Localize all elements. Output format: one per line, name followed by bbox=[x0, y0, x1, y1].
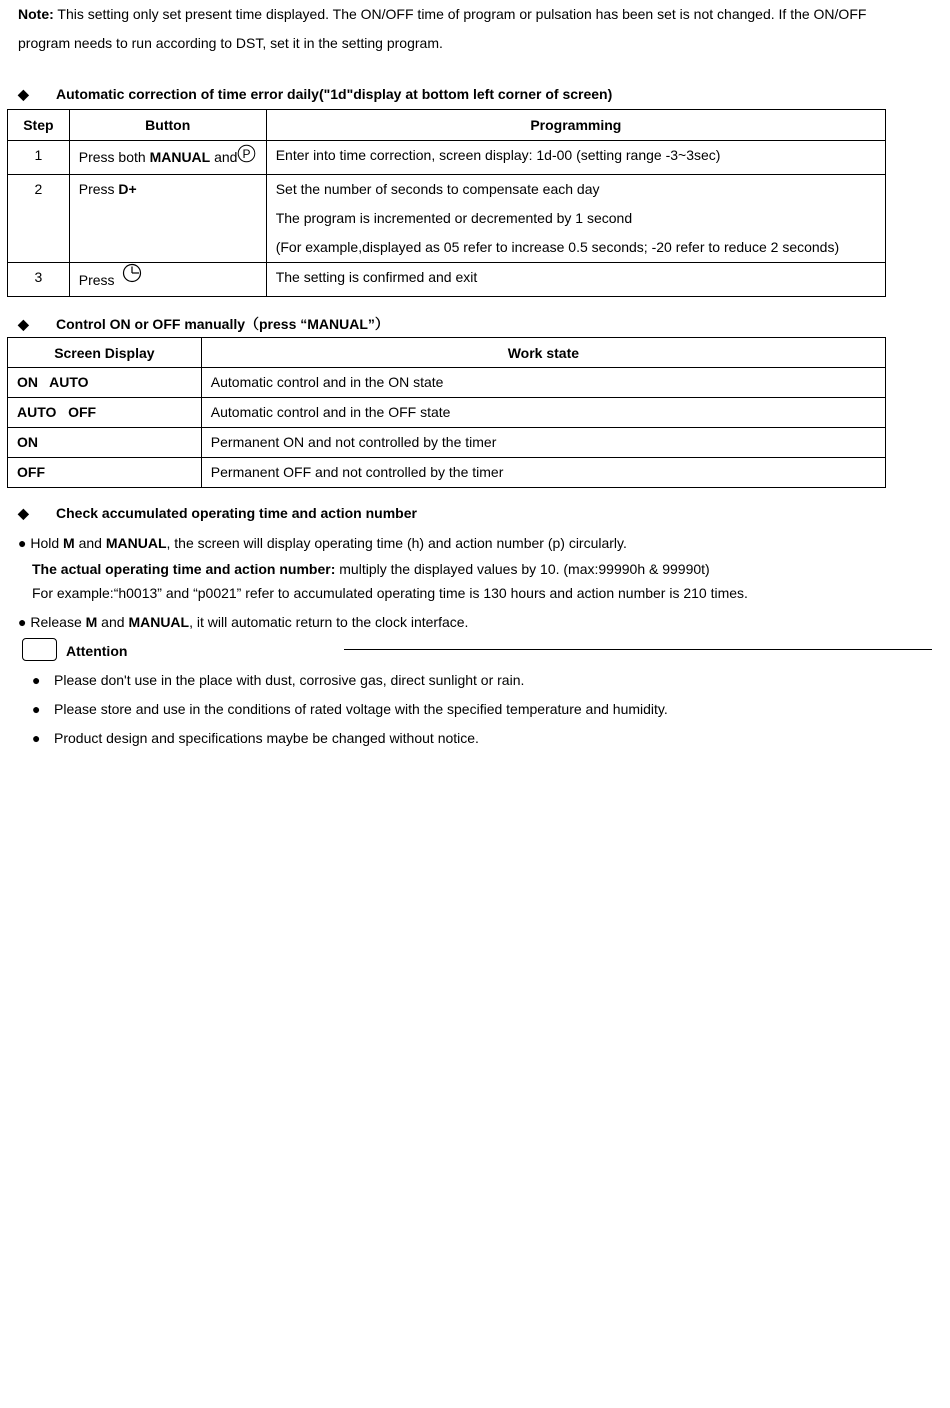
attention-item bbox=[32, 672, 524, 688]
step-cell: 1 bbox=[8, 141, 70, 175]
programming-cell: The setting is confirmed and exit bbox=[266, 263, 885, 297]
section-heading-manual-control bbox=[18, 314, 389, 334]
button-cell bbox=[69, 263, 266, 297]
manual-control-table bbox=[7, 337, 886, 488]
note-text-2: program needs to run according to DST, set it in the setting program. bbox=[18, 35, 443, 51]
header-step: Step bbox=[8, 110, 70, 141]
button-cell bbox=[69, 175, 266, 263]
diamond-bullet-icon: ◆ bbox=[18, 316, 29, 332]
display-cell: OFF bbox=[8, 458, 202, 488]
actual-label: The actual operating time and action number: bbox=[32, 561, 336, 577]
bullet-dot-icon: ● bbox=[32, 701, 41, 717]
programming-line: The program is incremented or decremented by 1 second bbox=[275, 210, 633, 226]
hold-text: Hold bbox=[26, 535, 64, 551]
attention-item-text: Please store and use in the conditions of rated voltage with the specified temperature and humidity. bbox=[54, 701, 668, 717]
attention-divider bbox=[344, 649, 932, 650]
button-text: Press bbox=[78, 181, 119, 197]
button-cell bbox=[69, 141, 266, 175]
p-circle-icon bbox=[237, 144, 256, 163]
hold-text-rest: , the screen will display operating time (h) and action number (p) circularly. bbox=[166, 535, 627, 551]
diamond-bullet-icon: ◆ bbox=[18, 86, 29, 102]
release-and: and bbox=[97, 614, 129, 630]
button-text: Press bbox=[78, 272, 115, 288]
key-m: M bbox=[63, 535, 75, 551]
key-manual: MANUAL bbox=[128, 614, 190, 630]
attention-item-text: Product design and specifications maybe be changed without notice. bbox=[54, 730, 479, 746]
note-text-1: This setting only set present time displayed. The ON/OFF time of program or pulsation has been set is not changed. If the ON/OFF bbox=[57, 6, 867, 22]
actual-values-line bbox=[32, 561, 710, 577]
section-title: Check accumulated operating time and action number bbox=[56, 505, 417, 521]
state-cell: Automatic control and in the ON state bbox=[201, 368, 885, 398]
key-manual: MANUAL bbox=[105, 535, 167, 551]
button-key: D+ bbox=[118, 181, 137, 197]
header-screen-display: Screen Display bbox=[8, 338, 202, 368]
state-cell: Automatic control and in the OFF state bbox=[201, 398, 885, 428]
table-row bbox=[8, 398, 886, 428]
header-work-state: Work state bbox=[201, 338, 885, 368]
button-key: MANUAL bbox=[149, 149, 211, 165]
time-correction-table bbox=[7, 109, 886, 297]
attention-box-icon bbox=[22, 638, 57, 661]
header-programming: Programming bbox=[266, 110, 885, 141]
actual-text: multiply the displayed values by 10. (max:99990h & 99990t) bbox=[335, 561, 710, 577]
table-header-row bbox=[8, 338, 886, 368]
attention-item bbox=[32, 730, 479, 746]
programming-cell bbox=[266, 175, 885, 263]
button-text-suffix: and bbox=[210, 149, 238, 165]
display-cell: AUTO OFF bbox=[8, 398, 202, 428]
bullet-dot-icon: ● bbox=[32, 730, 41, 746]
note-line-1 bbox=[18, 6, 866, 22]
programming-line: (For example,displayed as 05 refer to increase 0.5 seconds; -20 refer to reduce 2 seconds) bbox=[275, 239, 840, 255]
clock-icon bbox=[122, 263, 142, 283]
table-row bbox=[8, 458, 886, 488]
attention-item bbox=[32, 701, 668, 717]
release-text: Release bbox=[26, 614, 86, 630]
example-line: For example:“h0013” and “p0021” refer to accumulated operating time is 130 hours and action number is 210 times. bbox=[32, 585, 748, 601]
header-button: Button bbox=[69, 110, 266, 141]
attention-title: Attention bbox=[66, 643, 128, 659]
section-heading-operating-time bbox=[18, 505, 417, 522]
table-row bbox=[8, 141, 886, 175]
table-row bbox=[8, 263, 886, 297]
key-m: M bbox=[85, 614, 98, 630]
svg-text:P: P bbox=[242, 147, 251, 161]
release-instruction bbox=[18, 614, 468, 630]
table-row bbox=[8, 175, 886, 263]
bullet-dot-icon: ● bbox=[32, 672, 41, 688]
display-cell: ON bbox=[8, 428, 202, 458]
section-heading-time-correction bbox=[18, 86, 612, 103]
bullet-dot-icon: ● bbox=[18, 535, 27, 551]
table-row bbox=[8, 428, 886, 458]
table-header-row bbox=[8, 110, 886, 141]
section-title: Automatic correction of time error daily("1d"display at bottom left corner of screen) bbox=[56, 86, 613, 102]
table-row bbox=[8, 368, 886, 398]
state-cell: Permanent OFF and not controlled by the timer bbox=[201, 458, 885, 488]
attention-item-text: Please don't use in the place with dust, corrosive gas, direct sunlight or rain. bbox=[54, 672, 525, 688]
display-cell: ON AUTO bbox=[8, 368, 202, 398]
diamond-bullet-icon: ◆ bbox=[18, 505, 29, 521]
programming-cell: Enter into time correction, screen display: 1d-00 (setting range -3~3sec) bbox=[266, 141, 885, 175]
bullet-dot-icon: ● bbox=[18, 614, 27, 630]
step-cell: 3 bbox=[8, 263, 70, 297]
programming-line: Set the number of seconds to compensate each day bbox=[275, 181, 600, 197]
release-text-rest: , it will automatic return to the clock interface. bbox=[189, 614, 469, 630]
section-title: Control ON or OFF manually（press “MANUAL”） bbox=[56, 316, 389, 332]
state-cell: Permanent ON and not controlled by the timer bbox=[201, 428, 885, 458]
hold-and: and bbox=[74, 535, 106, 551]
note-label: Note: bbox=[18, 6, 54, 22]
button-text: Press both bbox=[78, 149, 150, 165]
hold-instruction bbox=[18, 535, 627, 551]
step-cell: 2 bbox=[8, 175, 70, 263]
